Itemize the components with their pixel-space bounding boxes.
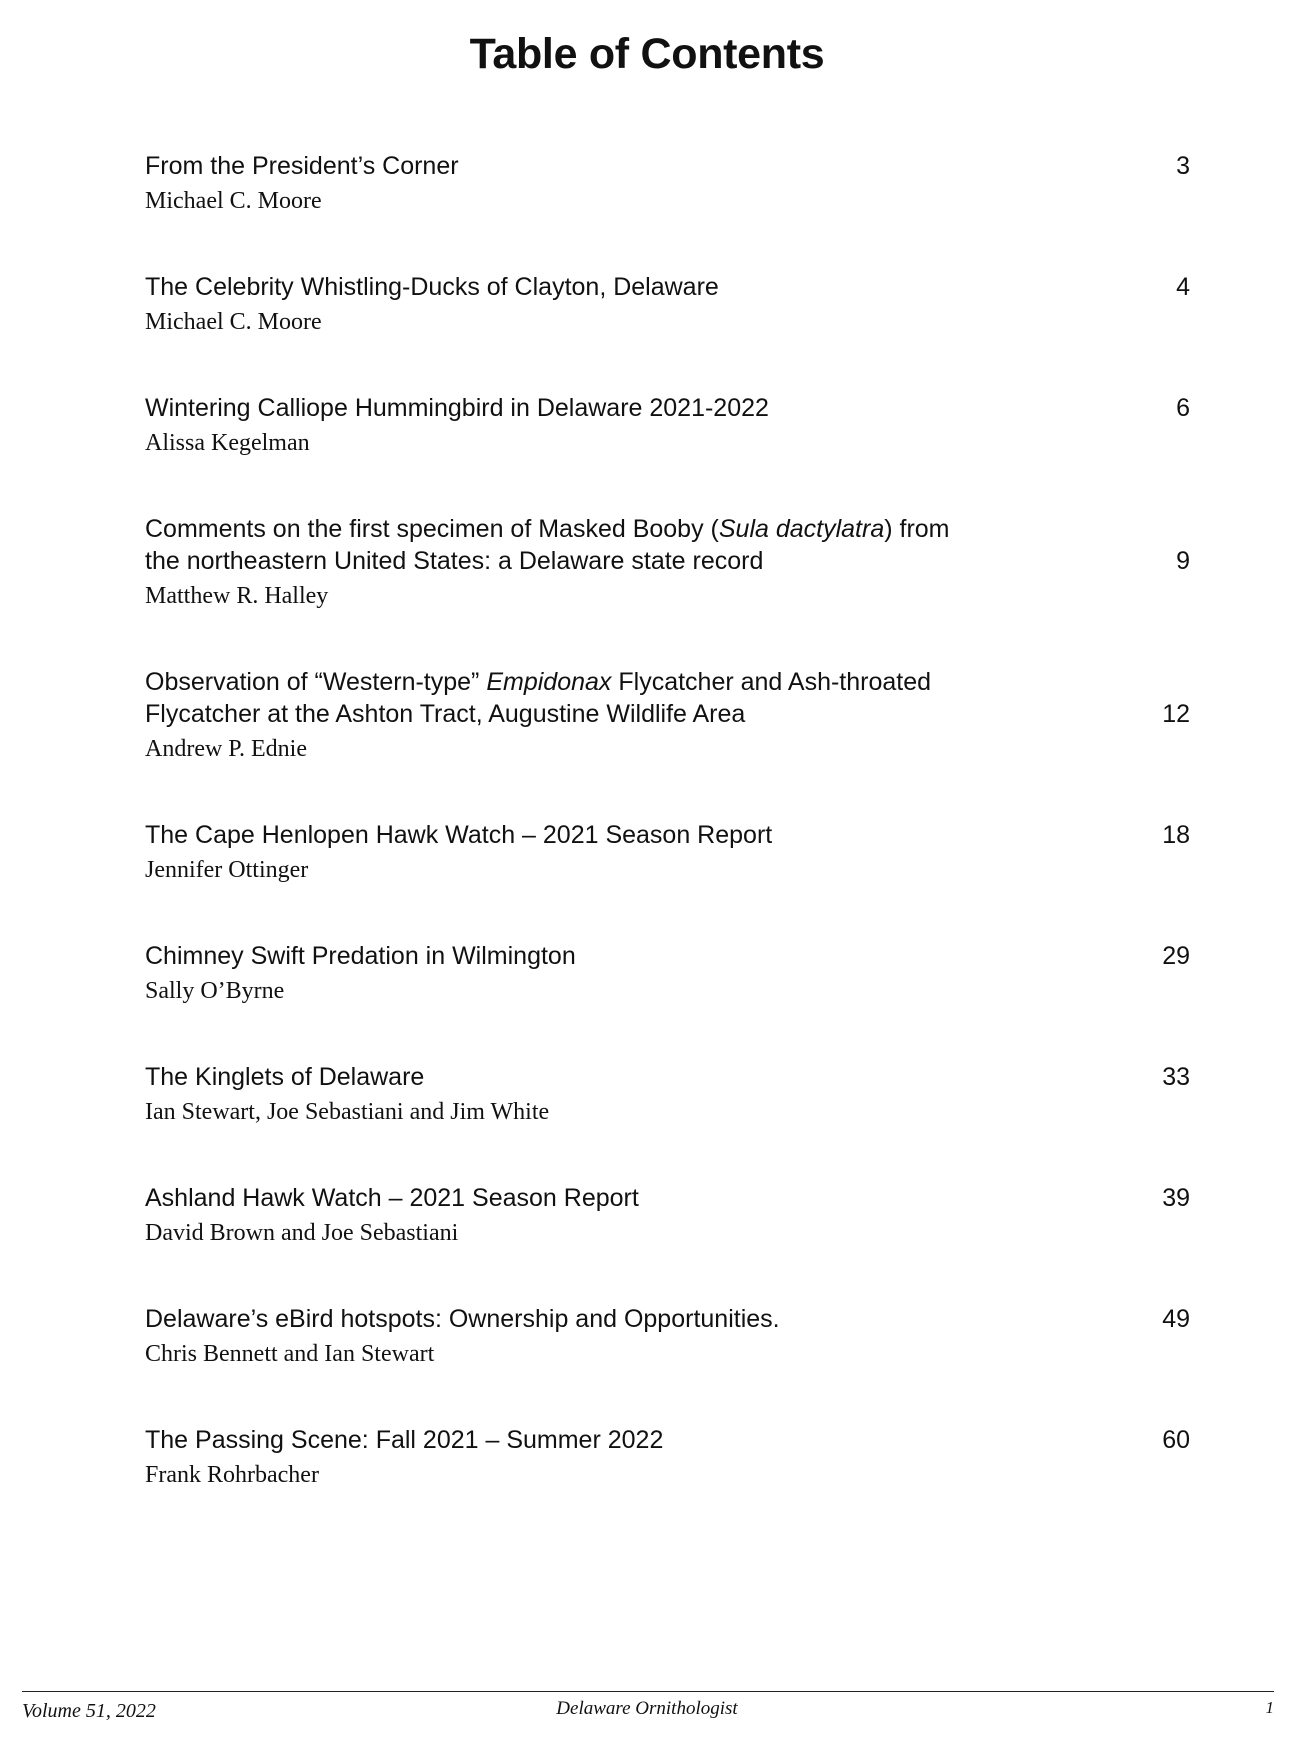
entry-author: Ian Stewart, Joe Sebastiani and Jim White [145, 1099, 550, 1125]
entry-title: Ashland Hawk Watch – 2021 Season Report [145, 1184, 639, 1212]
entry-title [145, 666, 1070, 730]
toc-entry[interactable] [145, 1424, 1190, 1545]
entry-page-number: 12 [1162, 700, 1190, 728]
entry-title: Delaware’s eBird hotspots: Ownership and Opportunities. [145, 1305, 780, 1333]
toc-entry[interactable] [145, 150, 1190, 271]
entry-page-number: 9 [1176, 547, 1190, 575]
entry-author: David Brown and Joe Sebastiani [145, 1220, 459, 1246]
toc-entry[interactable] [145, 1061, 1190, 1182]
toc-entry[interactable] [145, 940, 1190, 1061]
entry-author: Matthew R. Halley [145, 583, 329, 609]
entry-title-line2: the northeastern United States: a Delaware state record [145, 547, 764, 575]
toc-entry[interactable] [145, 1303, 1190, 1424]
entry-page-number: 29 [1162, 942, 1190, 970]
toc-entry[interactable] [145, 1182, 1190, 1303]
entry-title: Wintering Calliope Hummingbird in Delaware 2021-2022 [145, 394, 769, 422]
entry-page-number: 33 [1162, 1063, 1190, 1091]
toc-entry[interactable] [145, 271, 1190, 392]
entry-title: From the President’s Corner [145, 152, 459, 180]
entry-author: Frank Rohrbacher [145, 1462, 319, 1488]
page-title: Table of Contents [469, 30, 825, 78]
entry-title-line1-pre: Comments on the first specimen of Masked Booby ( [145, 515, 719, 543]
entry-title [145, 513, 1070, 577]
entry-title-scientific-name: Sula dactylatra [718, 515, 885, 543]
footer-divider [22, 1691, 1274, 1692]
entry-title: The Cape Henlopen Hawk Watch – 2021 Season Report [145, 821, 773, 849]
entry-author: Andrew P. Ednie [145, 736, 307, 762]
entry-page-number: 60 [1162, 1426, 1190, 1454]
entry-title: The Passing Scene: Fall 2021 – Summer 2022 [145, 1426, 664, 1454]
entry-page-number: 6 [1176, 394, 1190, 422]
entry-title: Chimney Swift Predation in Wilmington [145, 942, 576, 970]
entry-title-line1-pre: Observation of “Western-type” [145, 668, 487, 696]
entry-title-line1-post: ) from [884, 515, 950, 543]
entry-title-line2: Flycatcher at the Ashton Tract, Augustine Wildlife Area [145, 700, 746, 728]
toc-entry[interactable] [145, 819, 1190, 940]
footer-journal-title: Delaware Ornithologist [556, 1698, 738, 1719]
entry-author: Alissa Kegelman [145, 430, 310, 456]
entry-author: Michael C. Moore [145, 188, 322, 214]
entry-author: Jennifer Ottinger [145, 857, 309, 883]
entry-title: The Celebrity Whistling-Ducks of Clayton, Delaware [145, 273, 719, 301]
entry-page-number: 39 [1162, 1184, 1190, 1212]
entry-author: Chris Bennett and Ian Stewart [145, 1341, 435, 1367]
entry-author: Michael C. Moore [145, 309, 322, 335]
footer-page-number: 1 [1265, 1698, 1274, 1717]
entry-page-number: 18 [1162, 821, 1190, 849]
entry-title-scientific-name: Empidonax [486, 668, 612, 696]
table-of-contents [145, 150, 1190, 1545]
entry-page-number: 4 [1176, 273, 1190, 301]
toc-entry[interactable] [145, 392, 1190, 513]
entry-page-number: 49 [1162, 1305, 1190, 1333]
toc-entry[interactable] [145, 513, 1190, 666]
entry-page-number: 3 [1176, 152, 1190, 180]
toc-entry[interactable] [145, 666, 1190, 819]
entry-title: The Kinglets of Delaware [145, 1063, 425, 1091]
entry-author: Sally O’Byrne [145, 978, 285, 1004]
footer-volume: Volume 51, 2022 [22, 1700, 156, 1722]
entry-title-line1-post: Flycatcher and Ash-throated [611, 668, 932, 696]
